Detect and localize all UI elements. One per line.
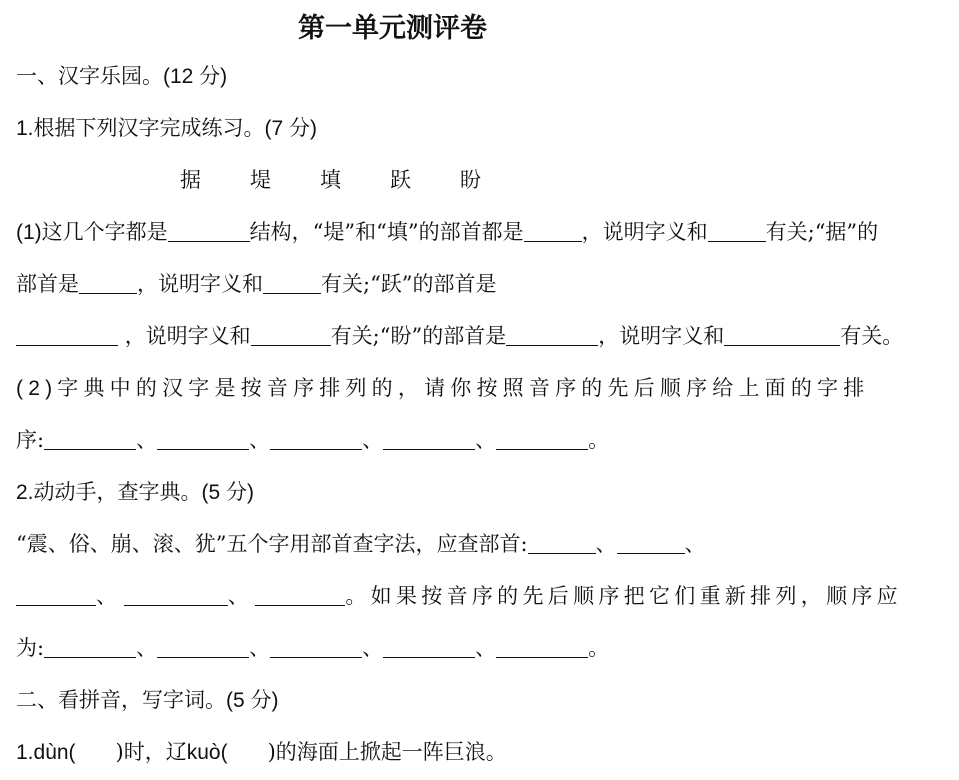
part2-line1: [16, 374, 869, 403]
separator: 、: [227, 584, 249, 608]
answer-blank[interactable]: [255, 583, 345, 606]
character-item: 盼: [460, 168, 481, 192]
period: 。: [588, 636, 610, 660]
sentence-text: )的海面上掀起一阵巨浪。: [267, 740, 507, 764]
section2-score: (5 分): [226, 689, 279, 712]
question2-text: “震、俗、崩、滚、犹”五个字用部首查字法，应查部首:: [16, 532, 528, 556]
section1-heading: [16, 62, 227, 91]
part1-text: ，说明字义和: [581, 220, 708, 244]
answer-blank[interactable]: [263, 271, 321, 294]
question1-score: (7 分): [264, 117, 318, 140]
question2-score: (5 分): [201, 481, 255, 504]
question1-text: 根据下列汉字完成练习。: [33, 116, 265, 140]
answer-blank[interactable]: [79, 271, 137, 294]
separator: 、: [684, 532, 706, 556]
section2-heading: [16, 686, 279, 715]
question2-text: 为:: [16, 636, 45, 660]
part1-text: ，说明字义和: [124, 324, 251, 348]
answer-blank[interactable]: [506, 323, 598, 346]
part2-line2: [16, 426, 609, 454]
part1-text: 有关;“据”的: [765, 220, 879, 244]
separator: 、: [136, 428, 158, 452]
question1-number: 1.: [16, 117, 34, 140]
question2-line1: [16, 530, 706, 558]
part1-text: 这几个字都是: [41, 220, 168, 244]
section2-q1-number: 1.: [16, 741, 34, 764]
page-title: 第一单元测评卷: [298, 13, 487, 44]
answer-blank[interactable]: [496, 427, 588, 450]
part2-text: 字典中的汉字是按音序排列的，请你按照音序的先后顺序给上面的字排: [57, 376, 870, 400]
character-item: 堤: [250, 168, 271, 192]
sentence-text: )时，辽: [115, 740, 187, 764]
answer-blank[interactable]: [168, 219, 250, 242]
separator: 、: [249, 428, 271, 452]
part1-label: (1): [16, 221, 42, 244]
answer-blank[interactable]: [270, 427, 362, 450]
character-item: 填: [320, 168, 341, 192]
answer-blank[interactable]: [44, 427, 136, 450]
part2-label: (2): [16, 377, 58, 400]
question1-heading: [16, 114, 317, 143]
answer-blank[interactable]: [157, 427, 249, 450]
question2-text: 动动手，查字典。: [33, 480, 202, 504]
answer-blank[interactable]: [16, 583, 96, 606]
section2-heading-text: 二、看拼音，写字词。: [16, 688, 226, 712]
part1-line3: [16, 322, 903, 350]
part1-text: ，说明字义和: [598, 324, 725, 348]
answer-blank[interactable]: [528, 531, 596, 554]
character-list: [180, 166, 530, 194]
part2-text: 序:: [16, 428, 45, 452]
answer-blank[interactable]: [383, 635, 475, 658]
separator: 、: [362, 428, 384, 452]
answer-blank[interactable]: [724, 323, 840, 346]
part1-text: 部首是: [16, 272, 79, 296]
answer-blank[interactable]: [496, 635, 588, 658]
question2-number: 2.: [16, 481, 34, 504]
answer-blank[interactable]: [524, 219, 582, 242]
answer-blank[interactable]: [16, 323, 118, 346]
pinyin-dun: dùn(: [33, 741, 76, 764]
pinyin-kuo: kuò(: [186, 741, 228, 764]
part1-line2: [16, 270, 497, 298]
separator: 、: [595, 532, 617, 556]
part1-line1: [16, 218, 878, 247]
answer-blank[interactable]: [617, 531, 685, 554]
section1-heading-text: 一、汉字乐园。: [16, 64, 163, 88]
separator: 、: [136, 636, 158, 660]
answer-blank[interactable]: [157, 635, 249, 658]
character-item: 跃: [390, 168, 411, 192]
part1-text: 有关;“盼”的部首是: [330, 324, 507, 348]
answer-blank[interactable]: [44, 635, 136, 658]
part1-text: ，说明字义和: [137, 272, 263, 296]
section1-score: (12 分): [163, 65, 228, 88]
part1-text: 有关。: [840, 324, 904, 348]
separator: 、: [249, 636, 271, 660]
part1-text: 结构，“堤”和“填”的部首都是: [249, 220, 524, 244]
separator: 、: [96, 584, 117, 608]
answer-blank[interactable]: [270, 635, 362, 658]
separator: 、: [475, 428, 497, 452]
question2-text: 。如果按音序的先后顺序把它们重新排列，顺序应: [345, 584, 902, 608]
question2-line2: [16, 582, 902, 610]
answer-blank[interactable]: [383, 427, 475, 450]
part1-text: 有关;“跃”的部首是: [321, 272, 497, 296]
period: 。: [588, 428, 610, 452]
separator: 、: [362, 636, 384, 660]
separator: 、: [475, 636, 497, 660]
section2-question1: [16, 738, 507, 767]
answer-blank[interactable]: [124, 583, 228, 606]
question2-heading: [16, 478, 254, 507]
question2-line3: [16, 634, 609, 662]
character-item: 据: [180, 168, 201, 192]
answer-blank[interactable]: [708, 219, 766, 242]
answer-blank[interactable]: [251, 323, 331, 346]
